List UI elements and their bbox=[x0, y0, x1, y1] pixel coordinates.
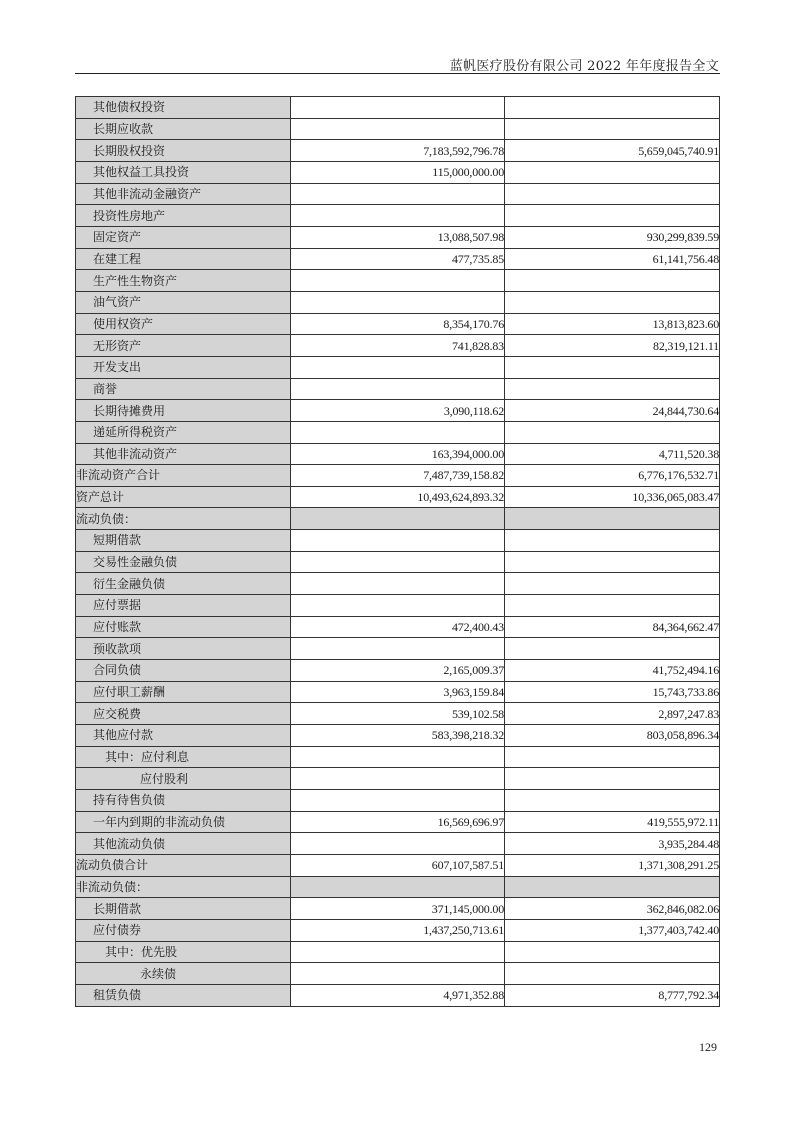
row-label: 短期借款 bbox=[76, 530, 291, 552]
current-period-value bbox=[291, 205, 505, 227]
prior-period-value bbox=[505, 638, 720, 660]
current-period-value: 7,487,739,158.82 bbox=[291, 465, 505, 487]
row-label: 开发支出 bbox=[76, 356, 291, 378]
prior-period-value: 419,555,972.11 bbox=[505, 811, 720, 833]
row-label: 应付职工薪酬 bbox=[76, 681, 291, 703]
current-period-value: 583,398,218.32 bbox=[291, 725, 505, 747]
current-period-value bbox=[291, 790, 505, 812]
current-period-value: 3,090,118.62 bbox=[291, 400, 505, 422]
current-period-value: 10,493,624,893.32 bbox=[291, 486, 505, 508]
table-row bbox=[76, 616, 720, 638]
table-row bbox=[76, 811, 720, 833]
table-row bbox=[76, 941, 720, 963]
row-label: 资产总计 bbox=[76, 486, 291, 508]
table-row bbox=[76, 161, 720, 183]
prior-period-value bbox=[505, 790, 720, 812]
current-period-value bbox=[291, 941, 505, 963]
balance-sheet-table bbox=[75, 96, 720, 1007]
prior-period-value: 803,058,896.34 bbox=[505, 725, 720, 747]
table-row bbox=[76, 595, 720, 617]
current-period-value bbox=[291, 530, 505, 552]
row-label: 长期应收款 bbox=[76, 118, 291, 140]
report-header-title: 蓝帆医疗股份有限公司 2022 年年度报告全文 bbox=[449, 59, 719, 74]
row-label: 永续债 bbox=[76, 963, 291, 985]
row-label: 油气资产 bbox=[76, 291, 291, 313]
row-label: 流动负债合计 bbox=[76, 854, 291, 876]
row-label: 一年内到期的非流动负债 bbox=[76, 811, 291, 833]
prior-period-value: 13,813,823.60 bbox=[505, 313, 720, 335]
current-period-value: 1,437,250,713.61 bbox=[291, 919, 505, 941]
table-row bbox=[76, 833, 720, 855]
row-label: 应付票据 bbox=[76, 595, 291, 617]
table-row bbox=[76, 703, 720, 725]
prior-period-value bbox=[505, 378, 720, 400]
row-label: 递延所得税资产 bbox=[76, 421, 291, 443]
current-period-value: 539,102.58 bbox=[291, 703, 505, 725]
table-row bbox=[76, 335, 720, 357]
current-period-value bbox=[291, 118, 505, 140]
current-period-value: 4,971,352.88 bbox=[291, 984, 505, 1006]
table-row bbox=[76, 854, 720, 876]
current-period-value: 472,400.43 bbox=[291, 616, 505, 638]
prior-period-value bbox=[505, 876, 720, 898]
row-label: 其他权益工具投资 bbox=[76, 161, 291, 183]
current-period-value bbox=[291, 833, 505, 855]
table-row bbox=[76, 638, 720, 660]
row-label: 流动负债： bbox=[76, 508, 291, 530]
table-row bbox=[76, 443, 720, 465]
current-period-value: 2,165,009.37 bbox=[291, 660, 505, 682]
prior-period-value: 41,752,494.16 bbox=[505, 660, 720, 682]
table-row bbox=[76, 378, 720, 400]
row-label: 其他流动负债 bbox=[76, 833, 291, 855]
row-label: 非流动负债： bbox=[76, 876, 291, 898]
current-period-value: 16,569,696.97 bbox=[291, 811, 505, 833]
current-period-value: 477,735.85 bbox=[291, 248, 505, 270]
row-label: 其中：优先股 bbox=[76, 941, 291, 963]
row-label: 其他非流动金融资产 bbox=[76, 183, 291, 205]
row-label: 应付股利 bbox=[76, 768, 291, 790]
prior-period-value bbox=[505, 97, 720, 119]
table-row bbox=[76, 768, 720, 790]
prior-period-value bbox=[505, 205, 720, 227]
prior-period-value bbox=[505, 421, 720, 443]
table-row bbox=[76, 746, 720, 768]
table-row bbox=[76, 963, 720, 985]
prior-period-value: 2,897,247.83 bbox=[505, 703, 720, 725]
current-period-value: 607,107,587.51 bbox=[291, 854, 505, 876]
current-period-value bbox=[291, 291, 505, 313]
current-period-value bbox=[291, 573, 505, 595]
row-label: 其他应付款 bbox=[76, 725, 291, 747]
current-period-value bbox=[291, 963, 505, 985]
current-period-value: 13,088,507.98 bbox=[291, 226, 505, 248]
page-number: 129 bbox=[699, 1040, 717, 1054]
table-row bbox=[76, 183, 720, 205]
prior-period-value: 3,935,284.48 bbox=[505, 833, 720, 855]
prior-period-value: 10,336,065,083.47 bbox=[505, 486, 720, 508]
prior-period-value bbox=[505, 118, 720, 140]
current-period-value: 8,354,170.76 bbox=[291, 313, 505, 335]
row-label: 非流动资产合计 bbox=[76, 465, 291, 487]
prior-period-value: 61,141,756.48 bbox=[505, 248, 720, 270]
table-row bbox=[76, 919, 720, 941]
row-label: 无形资产 bbox=[76, 335, 291, 357]
row-label: 其中：应付利息 bbox=[76, 746, 291, 768]
table-row bbox=[76, 660, 720, 682]
section-header-row bbox=[76, 876, 720, 898]
table-row bbox=[76, 530, 720, 552]
table-row bbox=[76, 205, 720, 227]
table-row bbox=[76, 248, 720, 270]
prior-period-value: 1,371,308,291.25 bbox=[505, 854, 720, 876]
current-period-value bbox=[291, 638, 505, 660]
prior-period-value: 4,711,520.38 bbox=[505, 443, 720, 465]
prior-period-value bbox=[505, 270, 720, 292]
row-label: 其他非流动资产 bbox=[76, 443, 291, 465]
table-row bbox=[76, 270, 720, 292]
table-row bbox=[76, 421, 720, 443]
prior-period-value bbox=[505, 551, 720, 573]
prior-period-value: 8,777,792.34 bbox=[505, 984, 720, 1006]
row-label: 应付债券 bbox=[76, 919, 291, 941]
table-row bbox=[76, 140, 720, 162]
table-row bbox=[76, 313, 720, 335]
row-label: 租赁负债 bbox=[76, 984, 291, 1006]
prior-period-value: 82,319,121.11 bbox=[505, 335, 720, 357]
current-period-value: 115,000,000.00 bbox=[291, 161, 505, 183]
table-row bbox=[76, 400, 720, 422]
current-period-value: 7,183,592,796.78 bbox=[291, 140, 505, 162]
current-period-value: 163,394,000.00 bbox=[291, 443, 505, 465]
table-row bbox=[76, 790, 720, 812]
table-row bbox=[76, 226, 720, 248]
table-row bbox=[76, 551, 720, 573]
current-period-value bbox=[291, 421, 505, 443]
prior-period-value bbox=[505, 530, 720, 552]
current-period-value bbox=[291, 378, 505, 400]
prior-period-value bbox=[505, 746, 720, 768]
table-row bbox=[76, 356, 720, 378]
table-row bbox=[76, 291, 720, 313]
row-label: 持有待售负债 bbox=[76, 790, 291, 812]
prior-period-value bbox=[505, 161, 720, 183]
row-label: 投资性房地产 bbox=[76, 205, 291, 227]
row-label: 固定资产 bbox=[76, 226, 291, 248]
table-row bbox=[76, 118, 720, 140]
prior-period-value bbox=[505, 941, 720, 963]
current-period-value: 3,963,159.84 bbox=[291, 681, 505, 703]
prior-period-value: 930,299,839.59 bbox=[505, 226, 720, 248]
current-period-value bbox=[291, 595, 505, 617]
current-period-value bbox=[291, 746, 505, 768]
current-period-value bbox=[291, 768, 505, 790]
current-period-value bbox=[291, 356, 505, 378]
header-divider bbox=[75, 73, 720, 74]
row-label: 长期待摊费用 bbox=[76, 400, 291, 422]
current-period-value bbox=[291, 876, 505, 898]
current-period-value: 741,828.83 bbox=[291, 335, 505, 357]
prior-period-value: 362,846,082.06 bbox=[505, 898, 720, 920]
prior-period-value: 1,377,403,742.40 bbox=[505, 919, 720, 941]
row-label: 生产性生物资产 bbox=[76, 270, 291, 292]
row-label: 长期股权投资 bbox=[76, 140, 291, 162]
current-period-value bbox=[291, 551, 505, 573]
current-period-value bbox=[291, 508, 505, 530]
row-label: 在建工程 bbox=[76, 248, 291, 270]
prior-period-value bbox=[505, 963, 720, 985]
row-label: 应付账款 bbox=[76, 616, 291, 638]
prior-period-value bbox=[505, 291, 720, 313]
section-header-row bbox=[76, 508, 720, 530]
table-row bbox=[76, 465, 720, 487]
row-label: 应交税费 bbox=[76, 703, 291, 725]
prior-period-value bbox=[505, 595, 720, 617]
current-period-value bbox=[291, 97, 505, 119]
row-label: 衍生金融负债 bbox=[76, 573, 291, 595]
row-label: 商誉 bbox=[76, 378, 291, 400]
table-row bbox=[76, 681, 720, 703]
table-row bbox=[76, 984, 720, 1006]
prior-period-value: 84,364,662.47 bbox=[505, 616, 720, 638]
prior-period-value: 24,844,730.64 bbox=[505, 400, 720, 422]
row-label: 交易性金融负债 bbox=[76, 551, 291, 573]
current-period-value: 371,145,000.00 bbox=[291, 898, 505, 920]
prior-period-value bbox=[505, 356, 720, 378]
prior-period-value bbox=[505, 508, 720, 530]
prior-period-value bbox=[505, 183, 720, 205]
table-row bbox=[76, 725, 720, 747]
row-label: 其他债权投资 bbox=[76, 97, 291, 119]
current-period-value bbox=[291, 270, 505, 292]
prior-period-value bbox=[505, 573, 720, 595]
row-label: 合同负债 bbox=[76, 660, 291, 682]
prior-period-value: 5,659,045,740.91 bbox=[505, 140, 720, 162]
row-label: 使用权资产 bbox=[76, 313, 291, 335]
current-period-value bbox=[291, 183, 505, 205]
prior-period-value bbox=[505, 768, 720, 790]
prior-period-value: 15,743,733.86 bbox=[505, 681, 720, 703]
prior-period-value: 6,776,176,532.71 bbox=[505, 465, 720, 487]
table-row bbox=[76, 486, 720, 508]
table-row bbox=[76, 573, 720, 595]
balance-sheet-body bbox=[76, 97, 720, 1007]
table-row bbox=[76, 97, 720, 119]
row-label: 预收款项 bbox=[76, 638, 291, 660]
row-label: 长期借款 bbox=[76, 898, 291, 920]
table-row bbox=[76, 898, 720, 920]
